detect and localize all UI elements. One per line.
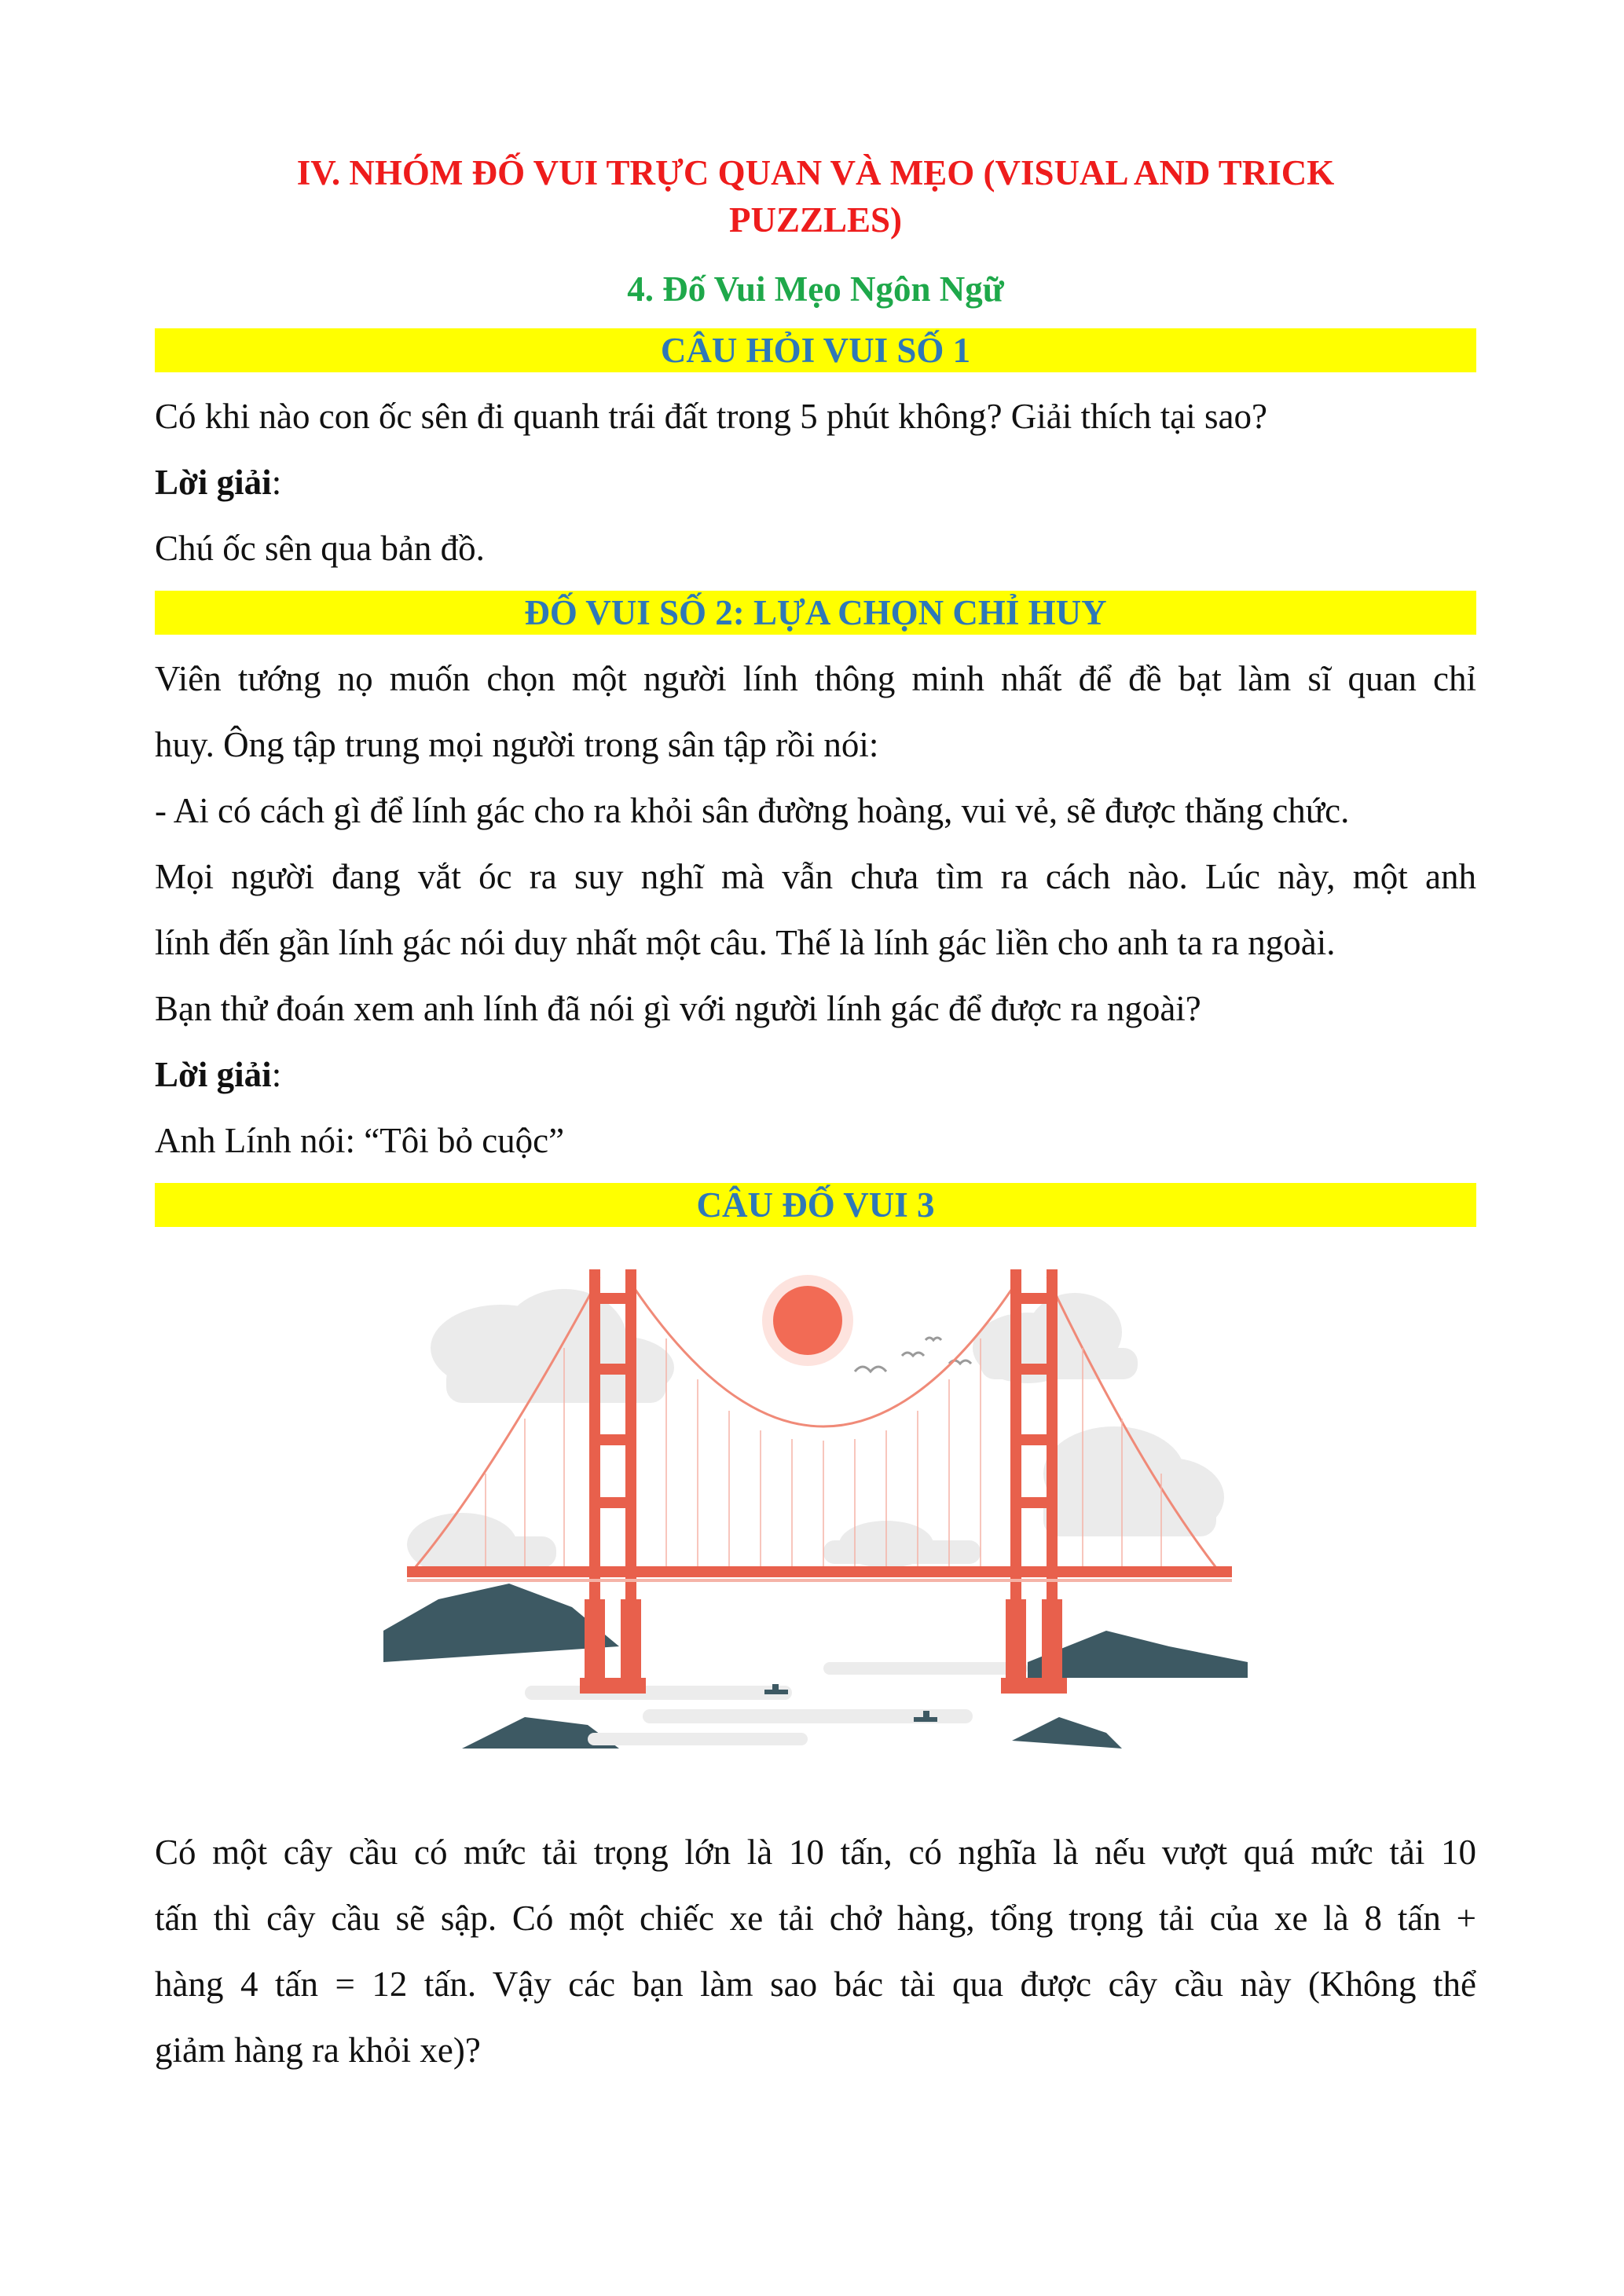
bridge-illustration [155, 1238, 1476, 1780]
q2-para3: Bạn thử đoán xem anh lính đã nói gì với người lính gác để được ra ngoài? [155, 989, 1201, 1028]
birds-icon [855, 1338, 971, 1371]
q2-para1-line1: Viên tướng nọ muốn chọn một người lính thông minh nhất để đề bạt làm sĩ quan chỉ [155, 659, 1476, 698]
q3-line4: giảm hàng ra khỏi xe)? [155, 2031, 481, 2070]
section-title: IV. NHÓM ĐỐ VUI TRỰC QUAN VÀ MẸO (VISUAL AND TRICK PUZZLES) [296, 153, 1335, 240]
q1-answer-label: Lời giải [155, 463, 272, 502]
q2-answer-label-line: Lời giải: [155, 1055, 282, 1094]
q3-line2: tấn thì cây cầu sẽ sập. Có một chiếc xe tải chở hàng, tổng trọng tải của xe là 8 tấn + [155, 1899, 1476, 1938]
sun-icon [773, 1286, 842, 1355]
q2-para1-line2: huy. Ông tập trung mọi người trong sân tập rồi nói: [155, 725, 879, 764]
q2-answer: Anh Lính nói: “Tôi bỏ cuộc” [155, 1121, 565, 1160]
q2-heading: ĐỐ VUI SỐ 2: LỰA CHỌN CHỈ HUY [155, 591, 1476, 635]
q1-heading: CÂU HỎI VUI SỐ 1 [155, 328, 1476, 372]
q1-answer-label-line: Lời giải: [155, 463, 282, 502]
q1-question: Có khi nào con ốc sên đi quanh trái đất trong 5 phút không? Giải thích tại sao? [155, 397, 1267, 436]
q2-para2-line1: Mọi người đang vắt óc ra suy nghĩ mà vẫn chưa tìm ra cách nào. Lúc này, một anh [155, 857, 1476, 896]
q2-answer-label: Lời giải [155, 1055, 272, 1094]
document-page [155, 149, 1476, 2083]
bridge-deck [407, 1566, 1232, 1577]
bridge-deck-rail [407, 1579, 1232, 1582]
q2-para2-line2: lính đến gần lính gác nói duy nhất một câu. Thế là lính gác liền cho anh ta ra ngoài. [155, 923, 1336, 962]
q2-quote: - Ai có cách gì để lính gác cho ra khỏi sân đường hoàng, vui vẻ, sẽ được thăng chức. [155, 791, 1350, 830]
q1-answer: Chú ốc sên qua bản đồ. [155, 529, 485, 568]
section-subtitle: 4. Đố Vui Mẹo Ngôn Ngữ [627, 269, 1004, 309]
q3-line1: Có một cây cầu có mức tải trọng lớn là 10 tấn, có nghĩa là nếu vượt quá mức tải 10 [155, 1833, 1476, 1872]
q3-heading: CÂU ĐỐ VUI 3 [155, 1183, 1476, 1227]
golden-gate-bridge-image [383, 1238, 1248, 1780]
q3-line3: hàng 4 tấn = 12 tấn. Vậy các bạn làm sao bác tài qua được cây cầu này (Không thể [155, 1965, 1476, 2004]
mountain-left [383, 1584, 619, 1662]
island-right [1012, 1717, 1122, 1749]
